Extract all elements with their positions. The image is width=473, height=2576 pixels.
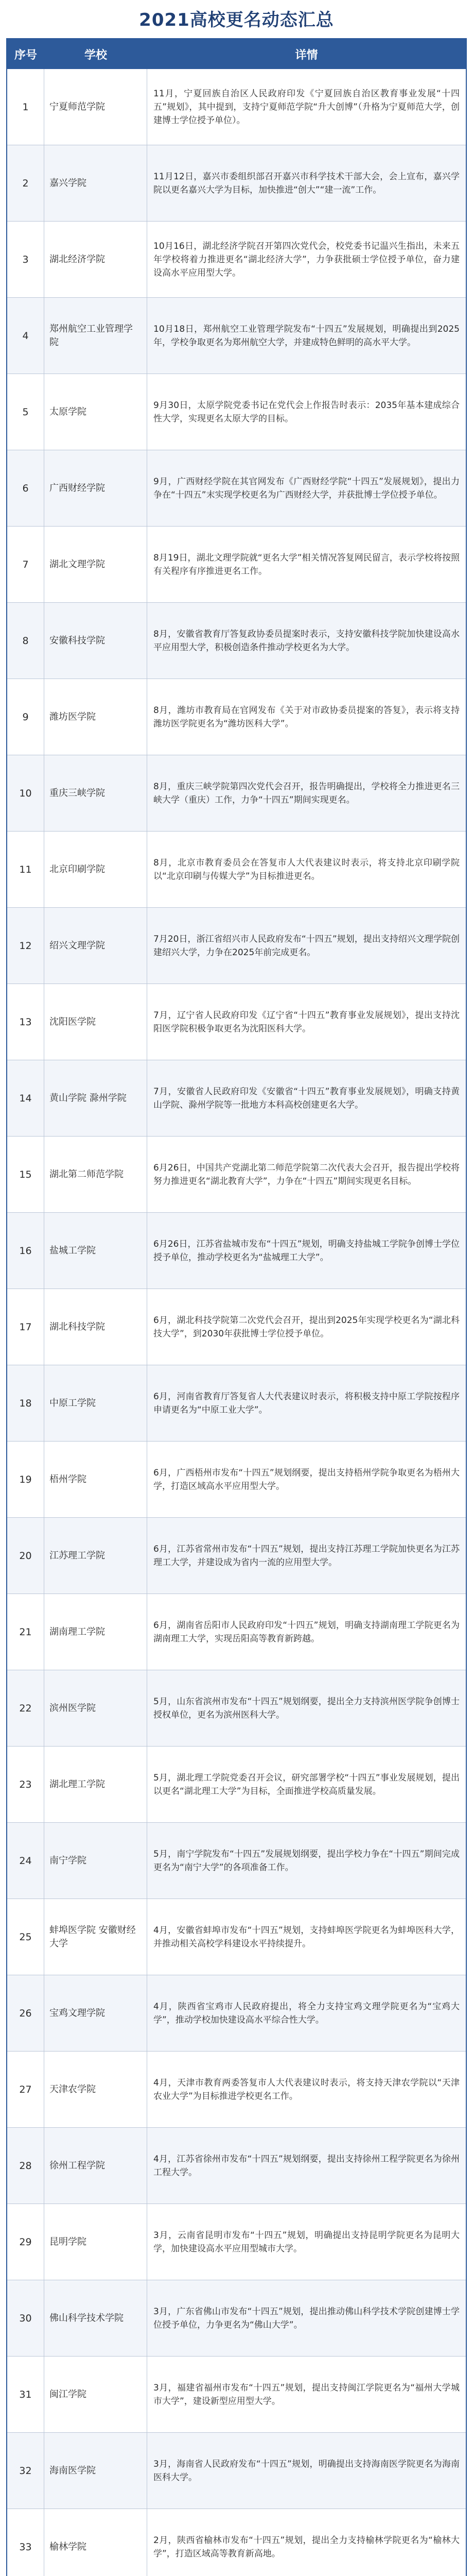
school-name: 湖北第二师范学院: [44, 1137, 147, 1212]
detail-text: 4月，陕西省宝鸡市人民政府提出，将全力支持宝鸡文理学院更名为“宝鸡大学”，推动学校加快建设高水平综合性大学。: [153, 2001, 460, 2025]
row-number: 1: [7, 69, 44, 145]
row-detail-cell: [147, 1060, 466, 1136]
table-row: [7, 527, 466, 603]
row-detail-cell: [147, 222, 466, 297]
row-number: 25: [7, 1899, 44, 1975]
school-name: 南宁学院: [44, 1823, 147, 1899]
school-name: 北京印刷学院: [44, 832, 147, 907]
table-row: [7, 1289, 466, 1365]
table-row: [7, 2204, 466, 2280]
row-number: 7: [7, 527, 44, 602]
detail-text: 9月30日，太原学院党委书记在党代会上作报告时表示：2035年基本建成综合性大学，实现更名太原大学的目标。: [153, 400, 460, 424]
detail-text: 2月，陕西省榆林市发布“十四五”规划，提出全力支持榆林学院更名为“榆林大学”，打造区域高等教育新高地。: [153, 2535, 460, 2559]
detail-text: 5月，湖北理工学院党委召开会议，研究部署学校“十四五”事业发展规划，提出以更名“湖北理工大学”为目标，全面推进学校高质量发展。: [153, 1772, 460, 1797]
school-name: 重庆三峡学院: [44, 755, 147, 831]
table-row: [7, 1060, 466, 1137]
school-name: 湖北文理学院: [44, 527, 147, 602]
row-number: 3: [7, 222, 44, 297]
detail-text: 7月，安徽省人民政府印发《安徽省“十四五”教育事业发展规划》，明确支持黄山学院、滁州学院等一批地方本科高校创建更名大学。: [153, 1086, 460, 1110]
row-number: 23: [7, 1747, 44, 1822]
table-row: [7, 1137, 466, 1213]
school-name: 湖北科技学院: [44, 1289, 147, 1365]
detail-text: 8月，安徽省教育厅答复政协委员提案时表示，支持安徽科技学院加快建设高水平应用型大学，积极创造条件推动学校更名为大学。: [153, 629, 460, 653]
row-detail-cell: [147, 374, 466, 450]
school-name: 江苏理工学院: [44, 1518, 147, 1594]
row-detail-cell: [147, 1213, 466, 1289]
table-row: [7, 2357, 466, 2433]
detail-text: 8月19日，湖北文理学院就“更名大学”相关情况答复网民留言，表示学校将按照有关程序有序推进更名工作。: [153, 552, 460, 577]
row-number: 17: [7, 1289, 44, 1365]
table-row: [7, 1975, 466, 2052]
header-no: 序号: [14, 48, 37, 62]
school-name: 绍兴文理学院: [44, 908, 147, 984]
table-row: [7, 69, 466, 145]
school-name: 滨州医学院: [44, 1670, 147, 1746]
row-detail-cell: [147, 1670, 466, 1746]
row-detail-cell: [147, 755, 466, 831]
row-number: 5: [7, 374, 44, 450]
school-name: 盐城工学院: [44, 1213, 147, 1289]
detail-text: 6月，广西梧州市发布“十四五”规划纲要，提出支持梧州学院争取更名为梧州大学，打造区域高水平应用型大学。: [153, 1467, 460, 1492]
row-number: 8: [7, 603, 44, 679]
detail-text: 6月，江苏省常州市发布“十四五”规划，提出支持江苏理工学院加快更名为江苏理工大学，并建设成为省内一流的应用型大学。: [153, 1544, 460, 1568]
table-row: [7, 984, 466, 1060]
detail-text: 8月，北京市教育委员会在答复市人大代表建议时表示，将支持北京印刷学院以“北京印刷与传媒大学”为目标推进更名。: [153, 857, 460, 882]
table-row: [7, 374, 466, 450]
table-row: [7, 755, 466, 832]
school-name: 宝鸡文理学院: [44, 1975, 147, 2051]
header-detail: 详情: [295, 48, 318, 62]
detail-text: 4月，安徽省蚌埠市发布“十四五”规划，支持蚌埠医学院更名为蚌埠医科大学，并推动相关高校学科建设水平持续提升。: [153, 1925, 460, 1949]
row-number: 33: [7, 2509, 44, 2576]
school-name: 沈阳医学院: [44, 984, 147, 1060]
school-name: 湖南理工学院: [44, 1594, 147, 1670]
table-header: [7, 39, 466, 69]
table-row: [7, 603, 466, 679]
page-title: 2021高校更名动态汇总: [139, 9, 334, 30]
detail-text: 3月，广东省佛山市发布“十四五”规划，提出推动佛山科学技术学院创建博士学位授予单位，力争更名为“佛山大学”。: [153, 2306, 460, 2330]
table-row: [7, 1442, 466, 1518]
detail-text: 6月，湖北科技学院第二次党代会召开，提出到2025年实现学校更名为“湖北科技大学”，到2030年获批博士学位授予单位。: [153, 1315, 460, 1339]
table-row: [7, 679, 466, 755]
row-number: 4: [7, 298, 44, 374]
detail-text: 5月，南宁学院发布“十四五”发展规划纲要，提出学校力争在“十四五”期间完成更名为“南宁大学”的各项准备工作。: [153, 1849, 460, 1873]
table-row: [7, 2509, 466, 2576]
row-number: 11: [7, 832, 44, 907]
row-detail-cell: [147, 1137, 466, 1212]
school-name: 中原工学院: [44, 1365, 147, 1441]
school-name: 昆明学院: [44, 2204, 147, 2280]
table-row: [7, 145, 466, 222]
detail-text: 7月20日，浙江省绍兴市人民政府发布“十四五”规划，提出支持绍兴文理学院创建绍兴大学，力争在2025年前完成更名。: [153, 934, 460, 958]
row-number: 24: [7, 1823, 44, 1899]
detail-text: 5月，山东省滨州市发布“十四五”规划纲要，提出全力支持滨州医学院争创博士授权单位，更名为滨州医科大学。: [153, 1696, 460, 1720]
school-name: 徐州工程学院: [44, 2128, 147, 2204]
row-number: 9: [7, 679, 44, 755]
school-name: 安徽科技学院: [44, 603, 147, 679]
detail-text: 4月，天津市教育两委答复市人大代表建议时表示，将支持天津农学院以“天津农业大学”为目标推进学校更名工作。: [153, 2077, 460, 2102]
row-detail-cell: [147, 1899, 466, 1975]
row-number: 21: [7, 1594, 44, 1670]
row-number: 22: [7, 1670, 44, 1746]
table-row: [7, 832, 466, 908]
row-detail-cell: [147, 2280, 466, 2356]
detail-text: 11月12日，嘉兴市委组织部召开嘉兴市科学技术干部大会，会上宣布，嘉兴学院以更名嘉兴大学为目标，加快推进“创大”“建一流”工作。: [153, 171, 460, 195]
row-number: 20: [7, 1518, 44, 1594]
table-row: [7, 222, 466, 298]
row-detail-cell: [147, 2509, 466, 2576]
detail-text: 3月，云南省昆明市发布“十四五”规划，明确提出支持昆明学院更名为昆明大学，加快建设高水平应用型城市大学。: [153, 2230, 460, 2254]
detail-text: 10月18日，郑州航空工业管理学院发布“十四五”发展规划，明确提出到2025年，学校争取更名为郑州航空大学，并建成特色鲜明的高水平大学。: [153, 324, 460, 348]
row-detail-cell: [147, 1289, 466, 1365]
row-detail-cell: [147, 679, 466, 755]
school-name: 榆林学院: [44, 2509, 147, 2576]
row-detail-cell: [147, 1823, 466, 1899]
school-name: 郑州航空工业管理学院: [44, 298, 147, 374]
row-detail-cell: [147, 908, 466, 984]
table-row: [7, 1670, 466, 1747]
school-name: 闽江学院: [44, 2357, 147, 2432]
school-name: 广西财经学院: [44, 450, 147, 526]
row-detail-cell: [147, 2357, 466, 2432]
row-number: 28: [7, 2128, 44, 2204]
row-detail-cell: [147, 2433, 466, 2509]
detail-text: 4月，江苏省徐州市发布“十四五”规划纲要，提出支持徐州工程学院更名为徐州工程大学。: [153, 2154, 460, 2178]
row-detail-cell: [147, 69, 466, 145]
row-number: 18: [7, 1365, 44, 1441]
row-detail-cell: [147, 1442, 466, 1517]
table-row: [7, 2280, 466, 2357]
header-name: 学校: [84, 48, 107, 62]
row-number: 13: [7, 984, 44, 1060]
table-row: [7, 1747, 466, 1823]
row-number: 6: [7, 450, 44, 526]
detail-text: 10月16日，湖北经济学院召开第四次党代会，校党委书记温兴生指出，未来五年学校将着力推进更名“湖北经济大学”，力争获批硕士学位授予单位，奋力建设高水平应用型大学。: [153, 241, 460, 278]
table-row: [7, 1823, 466, 1899]
table-row: [7, 450, 466, 527]
school-name: 天津农学院: [44, 2052, 147, 2127]
school-name: 海南医学院: [44, 2433, 147, 2509]
row-number: 14: [7, 1060, 44, 1136]
row-detail-cell: [147, 1975, 466, 2051]
row-number: 10: [7, 755, 44, 831]
detail-text: 8月，重庆三峡学院第四次党代会召开，报告明确提出，学校将全力推进更名三峡大学（重庆）工作，力争“十四五”期间实现更名。: [153, 781, 460, 805]
row-number: 12: [7, 908, 44, 984]
detail-text: 3月，海南省人民政府发布“十四五”规划，明确提出支持海南医学院更名为海南医科大学。: [153, 2459, 460, 2483]
school-name: 潍坊医学院: [44, 679, 147, 755]
table-row: [7, 2052, 466, 2128]
row-detail-cell: [147, 298, 466, 374]
detail-text: 8月，潍坊市教育局在官网发布《关于对市政协委员提案的答复》，表示将支持潍坊医学院更名为“潍坊医科大学”。: [153, 705, 460, 729]
row-detail-cell: [147, 1518, 466, 1594]
school-name: 湖北理工学院: [44, 1747, 147, 1822]
row-detail-cell: [147, 2128, 466, 2204]
detail-text: 7月，辽宁省人民政府印发《辽宁省“十四五”教育事业发展规划》，提出支持沈阳医学院积极争取更名为沈阳医科大学。: [153, 1010, 460, 1034]
row-number: 16: [7, 1213, 44, 1289]
school-name: 宁夏师范学院: [44, 69, 147, 145]
detail-text: 6月26日，江苏省盐城市发布“十四五”规划，明确支持盐城工学院争创博士学位授予单位，推动学校更名为“盐城理工大学”。: [153, 1239, 460, 1263]
detail-text: 6月，湖南省岳阳市人民政府印发“十四五”规划，明确支持湖南理工学院更名为湖南理工大学，实现岳阳高等教育新跨越。: [153, 1620, 460, 1644]
school-name: 嘉兴学院: [44, 145, 147, 221]
table-row: [7, 2128, 466, 2204]
row-number: 31: [7, 2357, 44, 2432]
table-row: [7, 1213, 466, 1289]
school-name: 蚌埠医学院 安徽财经大学: [44, 1899, 147, 1975]
table-row: [7, 1365, 466, 1442]
row-detail-cell: [147, 1747, 466, 1822]
row-detail-cell: [147, 2204, 466, 2280]
table-row: [7, 1899, 466, 1975]
row-detail-cell: [147, 832, 466, 907]
detail-text: 6月，河南省教育厅答复省人大代表建议时表示，将积极支持中原工学院按程序申请更名为“中原工业大学”。: [153, 1391, 460, 1415]
row-detail-cell: [147, 603, 466, 679]
row-detail-cell: [147, 1365, 466, 1441]
school-name: 佛山科学技术学院: [44, 2280, 147, 2356]
detail-text: 3月，福建省福州市发布“十四五”规划，提出支持闽江学院更名为“福州大学城市大学”，建设新型应用型大学。: [153, 2382, 460, 2406]
table-row: [7, 298, 466, 374]
row-detail-cell: [147, 450, 466, 526]
row-detail-cell: [147, 145, 466, 221]
row-detail-cell: [147, 1594, 466, 1670]
row-number: 32: [7, 2433, 44, 2509]
detail-text: 11月，宁夏回族自治区人民政府印发《宁夏回族自治区教育事业发展“十四五”规划》，其中提到，支持宁夏师范学院“升大创博”（升格为宁夏师范大学，创建博士学位授予单位）。: [153, 88, 460, 126]
row-number: 2: [7, 145, 44, 221]
table-row: [7, 1594, 466, 1670]
school-name: 黄山学院 滁州学院: [44, 1060, 147, 1136]
table-row: [7, 2433, 466, 2509]
row-detail-cell: [147, 984, 466, 1060]
row-detail-cell: [147, 2052, 466, 2127]
row-number: 15: [7, 1137, 44, 1212]
school-name: 太原学院: [44, 374, 147, 450]
row-number: 19: [7, 1442, 44, 1517]
update-table: [6, 38, 467, 2576]
row-number: 27: [7, 2052, 44, 2127]
row-detail-cell: [147, 527, 466, 602]
detail-text: 6月26日，中国共产党湖北第二师范学院第二次代表大会召开，报告提出学校将努力推进更名“湖北教育大学”，力争在“十四五”期间实现更名目标。: [153, 1162, 460, 1187]
table-row: [7, 908, 466, 984]
school-name: 湖北经济学院: [44, 222, 147, 297]
row-number: 30: [7, 2280, 44, 2356]
school-name: 梧州学院: [44, 1442, 147, 1517]
detail-text: 9月，广西财经学院在其官网发布《广西财经学院“十四五”发展规划》，提出力争在“十四五”末实现学校更名为广西财经大学，并获批博士学位授予单位。: [153, 476, 460, 500]
row-number: 29: [7, 2204, 44, 2280]
table-row: [7, 1518, 466, 1594]
row-number: 26: [7, 1975, 44, 2051]
